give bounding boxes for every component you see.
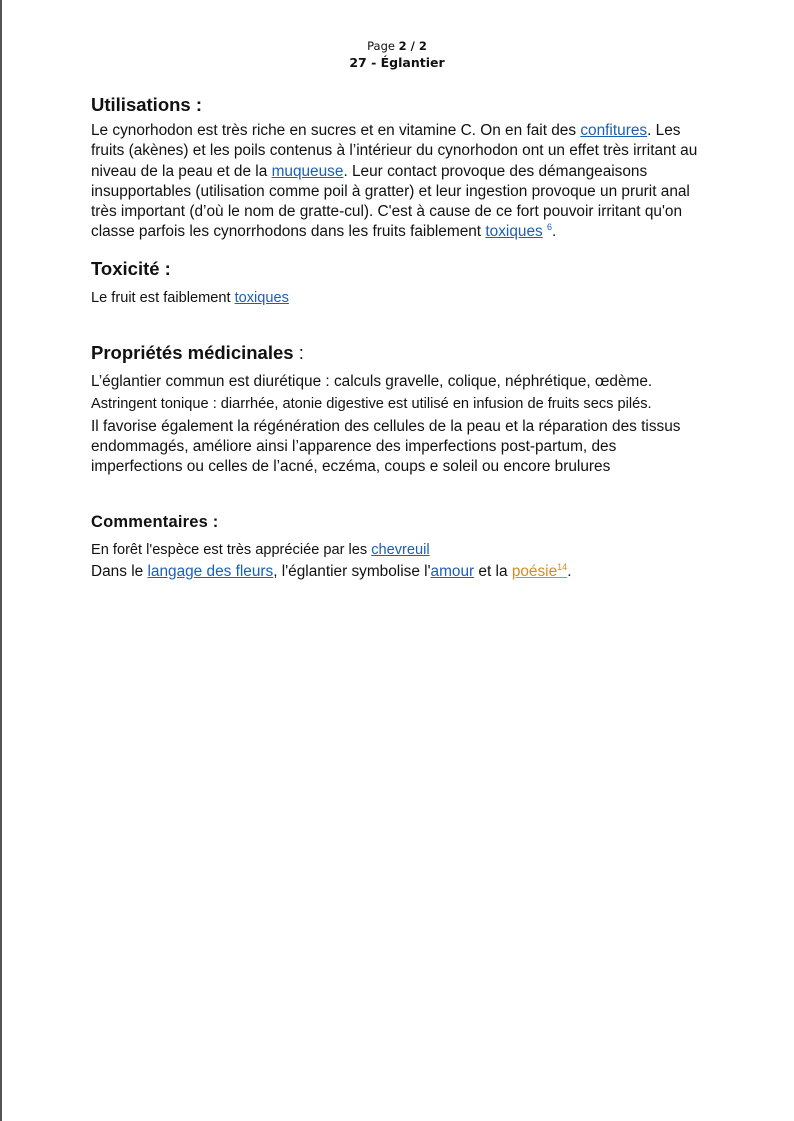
heading-colon: : [293, 342, 304, 364]
text-run: . [567, 562, 572, 580]
commentaires-paragraph-1 [91, 540, 701, 560]
text-run: et la [474, 562, 512, 580]
link-muqueuse[interactable]: muqueuse [271, 162, 344, 180]
heading-text: Propriétés médicinales [91, 342, 294, 364]
commentaires-paragraph-2 [91, 562, 701, 582]
page-prefix: Page [367, 39, 395, 53]
text-run: . Les fruits (akènes) et les poils contenus à l’intérieur du cynorhodon ont un effet très irritant au niveau de la peau et de la [91, 122, 698, 180]
heading-utilisations: Utilisations : [91, 94, 203, 115]
section-commentaires [91, 511, 701, 583]
footnote-ref-14: 14 [557, 561, 568, 572]
link-poesie[interactable] [512, 563, 567, 580]
toxicite-paragraph [91, 288, 701, 308]
link-confitures[interactable]: confitures [580, 122, 648, 139]
section-toxicite [91, 257, 701, 308]
heading-commentaires: Commentaires : [91, 512, 219, 531]
page-number: 2 / 2 [398, 39, 427, 53]
document-title: 27 - Églantier [349, 55, 445, 70]
link-poesie-label: poésie [511, 562, 558, 580]
text-run: Le fruit est faiblement [91, 289, 235, 306]
text-run: . [552, 223, 557, 241]
link-toxiques-2[interactable]: toxiques [234, 289, 289, 306]
heading-toxicite: Toxicité : [91, 257, 171, 279]
text-run: En forêt l'espèce est très appréciée par les [91, 541, 372, 558]
text-run: Le cynorhodon est très riche en sucres et en vitamine C. On en fait des [91, 122, 581, 139]
text-run: Dans le [91, 562, 148, 580]
link-langage-des-fleurs[interactable]: langage des fleurs [147, 562, 274, 580]
page-left-edge [0, 0, 2, 1121]
document-body [91, 93, 701, 582]
proprietes-paragraph-1: L’églantier commun est diurétique : calculs gravelle, colique, néphrétique, œdème. [91, 373, 653, 391]
utilisations-paragraph [91, 121, 701, 243]
link-chevreuil[interactable]: chevreuil [371, 541, 430, 558]
text-run: , l'églantier symbolise l' [273, 562, 431, 580]
link-amour[interactable]: amour [430, 562, 475, 580]
footnote-ref-6[interactable]: 6 [546, 222, 552, 233]
page-indicator [0, 38, 794, 54]
link-toxiques[interactable]: toxiques [485, 223, 543, 241]
section-utilisations [91, 93, 701, 243]
proprietes-paragraph-3: Il favorise également la régénération des cellules de la peau et la réparation des tissus endommagés, améliore ainsi l’apparence des imperfections post-partum, des imperfections ou celles de l’acné, eczéma, coups e soleil ou encore brulures [91, 417, 681, 476]
section-proprietes-medicinales [91, 341, 701, 477]
text-run: . Leur contact provoque des démangeaisons insupportables (utilisation comme poil à gratter) et leur ingestion provoque un prurit anal très important (d’où le nom de gratte-cul). C'est à cause de ce fort pouvoir irritant qu'on classe parfois les cynorrhodons dans les fruits faiblement [91, 162, 690, 241]
page-header [0, 38, 794, 71]
heading-proprietes [91, 341, 701, 365]
proprietes-paragraph-2: Astringent tonique : diarrhée, atonie digestive est utilisé en infusion de fruits secs pilés. [91, 396, 652, 413]
